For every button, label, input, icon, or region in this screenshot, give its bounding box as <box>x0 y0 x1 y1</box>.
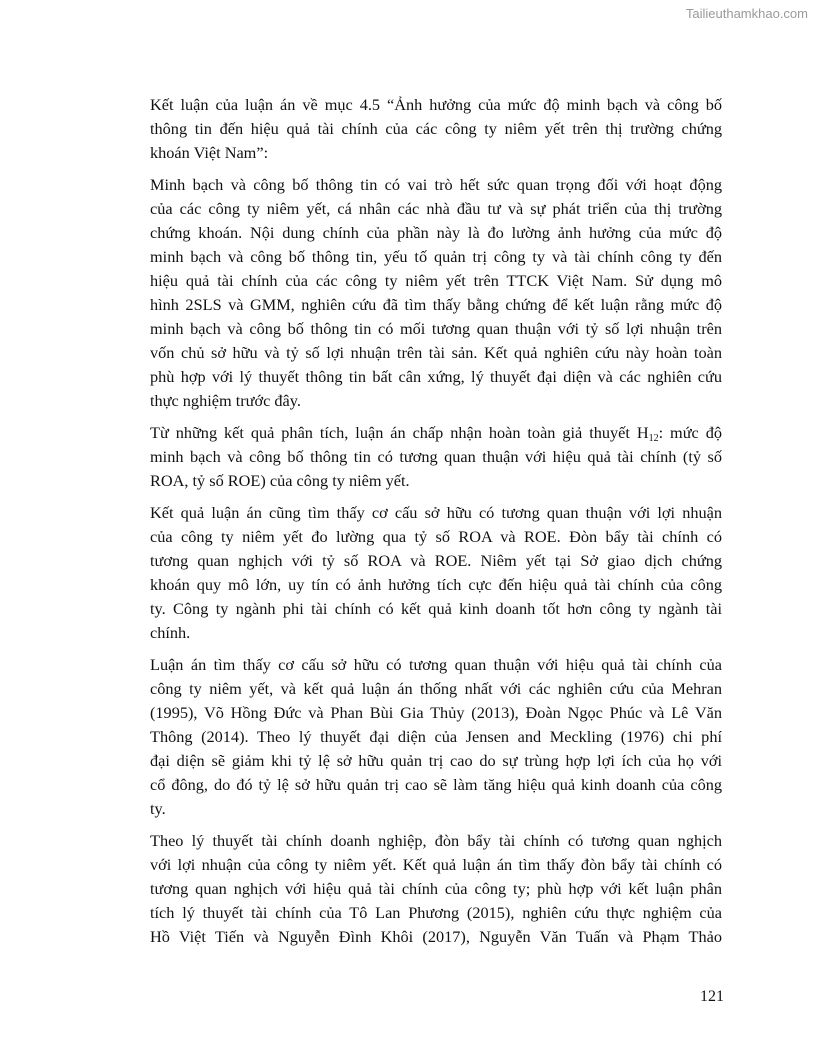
text-line: Kết quả luận án cũng tìm thấy cơ cấu sở hữu có tương quan thuận với lợi nhuận <box>150 503 722 522</box>
watermark: Tailieuthamkhao.com <box>685 6 808 21</box>
text-line: Theo lý thuyết tài chính doanh nghiệp, đòn bẩy tài chính có tương quan nghịch <box>150 831 722 850</box>
text-line: (1995), Võ Hồng Đức và Phan Bùi Gia Thủy (2013), Đoàn Ngọc Phúc và Lê Văn <box>150 703 722 722</box>
text-line: đại diện sẽ giảm khi tỷ lệ sở hữu quản trị cao do sự trùng hợp lợi ích của họ với <box>150 751 722 770</box>
text-line: thực nghiệm trước đây. <box>150 391 301 410</box>
text-line: ROA, tỷ số ROE) của công ty niêm yết. <box>150 471 410 490</box>
paragraph <box>150 829 722 949</box>
document-body <box>150 93 722 957</box>
text-line: Thông (2014). Theo lý thuyết đại diện của Jensen and Meckling (1976) chi phí <box>150 727 722 746</box>
text-line: minh bạch và công bố thông tin có tương quan thuận với hiệu quả tài chính (tỷ số <box>150 447 722 466</box>
text-line: Kết luận của luận án về mục 4.5 “Ảnh hưởng của mức độ minh bạch và công bố <box>150 95 722 114</box>
paragraph <box>150 653 722 821</box>
text-line: chính. <box>150 623 191 642</box>
text-line: với lợi nhuận của công ty niêm yết. Kết quả luận án tìm thấy đòn bẩy tài chính có <box>150 855 722 874</box>
text-line: tích lý thuyết tài chính của Tô Lan Phương (2015), nghiên cứu thực nghiệm của <box>150 903 722 922</box>
text-line: hiệu quả tài chính của các công ty niêm yết trên TTCK Việt Nam. Sử dụng mô <box>150 271 722 290</box>
text-line <box>150 421 722 445</box>
paragraph <box>150 173 722 413</box>
paragraph <box>150 421 722 493</box>
text-segment: Từ những kết quả phân tích, luận án chấp nhận hoàn toàn giả thuyết H <box>150 423 649 442</box>
text-line: ty. <box>150 799 166 818</box>
text-segment: : mức độ <box>658 423 722 442</box>
text-line: khoán quy mô lớn, uy tín có ảnh hưởng tích cực đến hiệu quả tài chính của công <box>150 575 722 594</box>
text-line: của các công ty niêm yết, cá nhân các nhà đầu tư và sự phát triển của thị trường <box>150 199 722 218</box>
paragraph <box>150 501 722 645</box>
text-line: cổ đông, do đó tỷ lệ sở hữu quản trị cao sẽ làm tăng hiệu quả kinh doanh của công <box>150 775 722 794</box>
text-line: vốn chủ sở hữu và tỷ số lợi nhuận trên tài sản. Kết quả nghiên cứu này hoàn toàn <box>150 343 722 362</box>
text-line: ty. Công ty ngành phi tài chính có kết quả kinh doanh tốt hơn công ty ngành tài <box>150 599 722 618</box>
text-line: chứng khoán. Nội dung chính của phần này là đo lường ảnh hưởng của mức độ <box>150 223 722 242</box>
text-line: Luận án tìm thấy cơ cấu sở hữu có tương quan thuận với hiệu quả tài chính của <box>150 655 722 674</box>
text-line: thông tin đến hiệu quả tài chính của các công ty niêm yết trên thị trường chứng <box>150 119 722 138</box>
text-line: Minh bạch và công bố thông tin có vai trò hết sức quan trọng đối với hoạt động <box>150 175 722 194</box>
text-line: khoán Việt Nam”: <box>150 143 269 162</box>
text-line: Hồ Việt Tiến và Nguyễn Đình Khôi (2017), Nguyễn Văn Tuấn và Phạm Thảo <box>150 927 722 946</box>
text-line: phù hợp với lý thuyết thông tin bất cân xứng, lý thuyết đại diện và các nghiên cứu <box>150 367 722 386</box>
text-line: hình 2SLS và GMM, nghiên cứu đã tìm thấy bằng chứng để kết luận rằng mức độ <box>150 295 722 314</box>
subscript: 12 <box>648 433 659 444</box>
text-line: minh bạch và công bố thông tin có mối tương quan thuận với tỷ số lợi nhuận trên <box>150 319 722 338</box>
text-line: tương quan nghịch với tỷ số ROA và ROE. Niêm yết tại Sở giao dịch chứng <box>150 551 722 570</box>
text-line: minh bạch và công bố thông tin, yếu tố quản trị công ty và tài chính công ty đến <box>150 247 722 266</box>
page-number: 121 <box>700 988 724 1005</box>
text-line: công ty niêm yết, và kết quả luận án thống nhất với các nghiên cứu của Mehran <box>150 679 722 698</box>
text-line: của công ty niêm yết đo lường qua tỷ số ROA và ROE. Đòn bẩy tài chính có <box>150 527 722 546</box>
paragraph <box>150 93 722 165</box>
text-line: tương quan nghịch với hiệu quả tài chính của công ty; phù hợp với kết luận phân <box>150 879 722 898</box>
